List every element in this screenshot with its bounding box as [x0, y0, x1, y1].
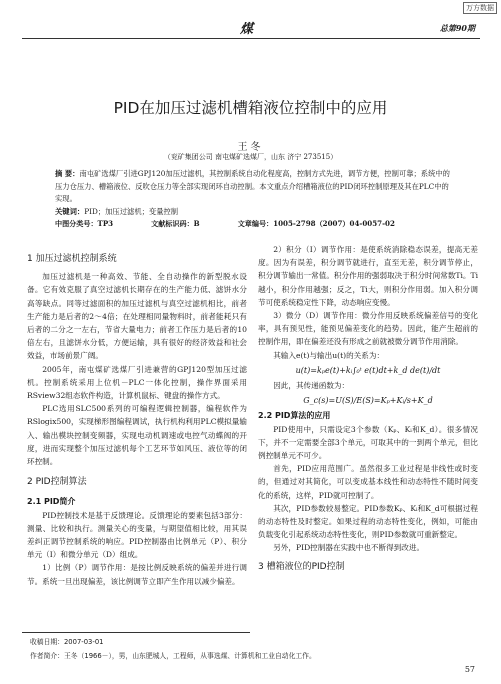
section-2-heading: 2 PID控制算法 [27, 477, 87, 488]
paragraph: 3）微分（D）调节作用：微分作用反映系统偏差信号的变化率，具有预见性，能预见偏差变化的趋势。因此，能产生超前的控制作用，即在偏差还没有形成之前就被微分调节作用消除。 [258, 311, 478, 347]
equation-1: u(t)=kₚe(t)+kᵢ∫₀ᵗ e(t)dt+k_d de(t)/dt [295, 365, 441, 375]
watermark-stamp: 万方数据 [463, 2, 497, 14]
paragraph: PID控制技术是基于反馈理论。反馈理论的要素包括3部分：测量、比较和执行。测量关心的变量，与期望值相比较，用其误差纠正调节控制系统的响应。PID控制器由比例单元（P）、积分单元（I）和微分单元（D）组成。 [27, 510, 247, 560]
section-1-heading: 1 加压过滤机控制系统 [27, 254, 117, 264]
paragraph: 因此，其传递函数为： [273, 381, 350, 391]
header-rule [22, 38, 480, 39]
paragraph: 2）积分（I）调节作用：是使系统消除稳态误差，提高无差度。因为有误差，积分调节就进行，直至无差，积分调节停止，积分调节输出一常值。积分作用的强弱取决于积分时间常数Ti。Ti越小，积分作用越强；反之，Ti大，则积分作用弱。加入积分调节可使系统稳定性下降，动态响应变慢。 [258, 245, 479, 307]
issue-label: 总第90期 [439, 23, 475, 33]
paragraph: 2005年，南屯煤矿选煤厂引进兼营的GPJ120型加压过滤机。控制系统采用上位机－PLC一体化控制，操作界面采用RSview32组态软件构造，计算机鼠标、键盘的操作方式。 [27, 364, 247, 401]
article-meta [55, 219, 450, 229]
paragraph: PID使用中，只需设定3个参数（Kₚ、Kᵢ和K_d）。很多情况下，并不一定需要全部3个单元，可取其中的一到两个单元，但比例控制单元不可少。 [258, 424, 478, 461]
keywords-label: 关键词： [55, 207, 85, 216]
paragraph: 其次，PID参数较易整定。PID参数Kₚ、Kᵢ和K_d可根据过程的动态特性及时整定。如果过程的动态特性变化，例如，可能由负载变化引起系统动态特性变化，则PID参数就可重新整定。 [258, 503, 478, 540]
paragraph: 其输入e(t)与输出u(t)的关系为： [273, 350, 385, 360]
affiliation: （兖矿集团公司 南屯煤矿选煤厂，山东 济宁 273515） [163, 153, 338, 161]
paragraph: 1）比例（P）调节作用：是按比例反映系统的偏差并进行调节。系统一旦出现偏差，该比例调节立即产生作用以减少偏差。 [27, 563, 247, 586]
paragraph: 首先，PID应用范围广。虽然很多工业过程是非线性或时变的，但通过对其简化，可以变成基本线性和动态特性不随时间变化的系统，这样，PID就可控制了。 [258, 464, 478, 500]
received-date: 收稿日期：2007-03-01 [30, 638, 104, 646]
subsection-2-1-heading: 2.1 PID简介 [27, 497, 76, 507]
page-number: 57 [464, 665, 475, 674]
abstract [55, 168, 450, 206]
author: 王冬 [237, 142, 264, 153]
article-title: PID在加压过滤机槽箱液位控制中的应用 [113, 99, 388, 117]
article-number: 文章编号：1005-2798（2007）04-0057-02 [237, 219, 395, 228]
left-column [27, 253, 247, 588]
keywords [55, 206, 450, 219]
abstract-text: 南屯矿选煤厂引进GPJ120加压过滤机，其控制系统自动化程度高，控制方式先进，调节方便，控制可靠；系统中的压力仓压力、槽箱液位、反吹仓压力等全部实现闭环自动控制。本文重点介绍槽箱液位的PID闭环控制原理及其在PLC中的实现。 [55, 169, 450, 203]
subsection-2-2-heading: 2.2 PID算法的应用 [258, 411, 331, 421]
footnote-rule [22, 632, 250, 633]
abstract-label: 摘 要： [55, 169, 80, 178]
keywords-text: PID；加压过滤机；变量控制 [84, 207, 179, 216]
paragraph: 另外，PID控制器在实践中也不断得到改进。 [273, 543, 425, 553]
author-bio: 作者简介：王冬（1966－），男，山东肥城人，工程师，从事选煤、计算机和工业自动化工作。 [30, 652, 316, 660]
equation-2: G_c(s)=U(S)/E(S)=Kₚ+Kᵢ/s+K_d [303, 396, 433, 406]
paragraph: PLC选用SLC500系列的可编程逻辑控制器，编程软件为RSlogix500，实现梯形图编程调试，执行机构利用PLC模拟量输入、输出模块控制变频器，实现电动机调速或电控气动蝶阀的开度，进而实现整个加压过滤机每个工艺环节如风压、液位等的闭环控制。 [27, 404, 247, 467]
journal-logo: 煤 [240, 22, 254, 37]
right-column [258, 243, 478, 574]
paragraph: 加压过滤机是一种高效、节能、全自动操作的新型脱水设备。它有效克服了真空过滤机长期存在的生产能力低、滤饼水分高等缺点。同等过滤面积的加压过滤机与真空过滤机相比，前者生产能力是后者的2～4倍；在处理相同量物料时，前者能耗只有后者的二分之一左右，节省大量电力；前者工作压力是后者的10倍左右，且滤饼水分低，方便运输，具有很好的经济效益和社会效益，市场前景广阔。 [27, 272, 247, 361]
document-code: 文献标识码：B [151, 219, 200, 228]
section-3-heading: 3 槽箱液位的PID控制 [258, 561, 345, 572]
clc-number: 中图分类号：TP3 [55, 219, 114, 228]
